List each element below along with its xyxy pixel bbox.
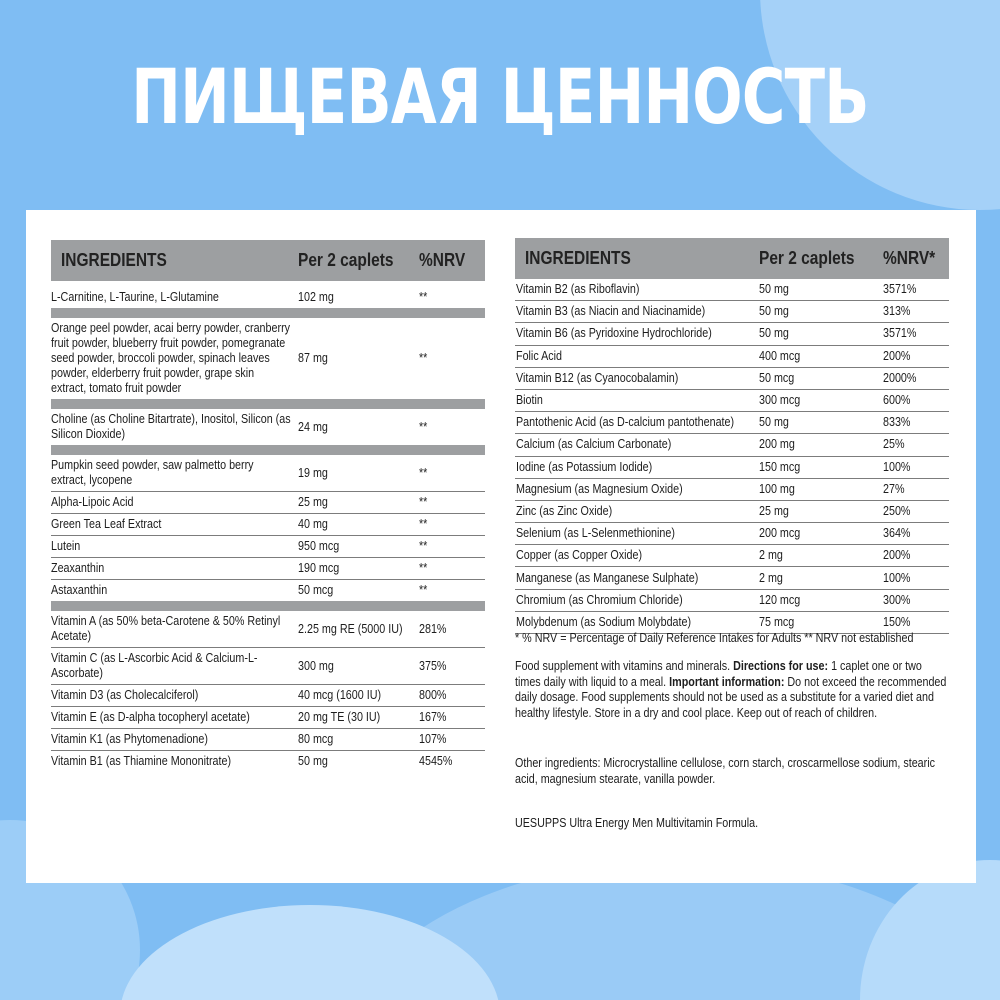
ingredient-name: Vitamin K1 (as Phytomenadione): [51, 732, 208, 746]
ingredient-nrv: 200%: [883, 548, 911, 563]
nutrition-panel: [26, 210, 976, 883]
table-row: [51, 318, 485, 399]
table-row: [51, 580, 485, 601]
ingredient-nrv: 107%: [419, 732, 447, 746]
ingredient-name: Vitamin E (as D-alpha tocopheryl acetate): [51, 710, 250, 724]
ingredient-name: L-Carnitine, L-Taurine, L-Glutamine: [51, 290, 219, 304]
ingredient-amount: 75 mcg: [759, 614, 795, 629]
table-row: [515, 567, 949, 589]
table-row: [515, 346, 949, 368]
ingredient-amount: 50 mg: [298, 754, 328, 768]
ingredients-table-right: [515, 238, 949, 634]
ingredient-nrv: 4545%: [419, 754, 453, 768]
ingredient-nrv: 25%: [883, 437, 905, 452]
header-ingredients: INGREDIENTS: [525, 248, 631, 268]
ingredient-name: Vitamin B2 (as Riboflavin): [516, 282, 640, 297]
table-row: [515, 523, 949, 545]
ingredient-name: Vitamin A (as 50% beta-Carotene & 50% Retinyl Acetate): [51, 614, 281, 643]
ingredient-name: Alpha-Lipoic Acid: [51, 495, 134, 509]
ingredient-amount: 50 mg: [759, 282, 789, 297]
table-row: [515, 457, 949, 479]
ingredient-amount: 102 mg: [298, 290, 334, 304]
table-row: [515, 301, 949, 323]
header-nrv: %NRV*: [883, 248, 936, 268]
ingredient-nrv: 250%: [883, 503, 911, 518]
ingredient-nrv: **: [419, 351, 428, 365]
ingredient-amount: 50 mg: [759, 326, 789, 341]
ingredient-amount: 50 mg: [759, 415, 789, 430]
ingredient-nrv: 375%: [419, 658, 447, 673]
ingredient-amount: 100 mg: [759, 481, 795, 496]
ingredient-nrv: 150%: [883, 614, 911, 629]
table-header: [51, 240, 485, 281]
table-row: [51, 492, 485, 514]
ingredient-nrv: **: [419, 465, 428, 480]
table-row: [51, 648, 485, 685]
ingredient-amount: 50 mg: [759, 304, 789, 319]
other-ingredients-text: Other ingredients: Microcrystalline cellulose, corn starch, croscarmellose sodium, stearic acid, magnesium stearate, vanilla powder.: [515, 756, 936, 786]
table-row: [515, 434, 949, 456]
important-label: Important information:: [669, 674, 785, 689]
ingredient-name: Vitamin B12 (as Cyanocobalamin): [516, 370, 679, 385]
ingredient-nrv: 313%: [883, 304, 911, 319]
ingredient-name: Zeaxanthin: [51, 561, 105, 575]
header-nrv: %NRV: [419, 250, 466, 270]
directions-label: Directions for use:: [733, 659, 829, 673]
table-row: [51, 409, 485, 445]
header-per-serving: Per 2 caplets: [298, 250, 394, 270]
group-separator: [51, 308, 485, 318]
ingredient-nrv: **: [419, 539, 428, 553]
table-row: [515, 279, 949, 301]
ingredient-amount: 150 mcg: [759, 459, 801, 474]
ingredients-table-left: [51, 240, 485, 772]
ingredient-nrv: 100%: [883, 570, 911, 585]
table-row: [515, 590, 949, 612]
table-row: [515, 368, 949, 390]
ingredient-amount: 950 mcg: [298, 539, 340, 553]
table-row: [51, 455, 485, 492]
ingredient-name: Copper (as Copper Oxide): [516, 548, 643, 563]
ingredient-name: Biotin: [516, 393, 543, 408]
ingredient-nrv: 364%: [883, 526, 911, 541]
ingredient-nrv: 2000%: [883, 370, 917, 385]
directions-text: [515, 659, 949, 721]
ingredient-name: Molybdenum (as Sodium Molybdate): [516, 614, 692, 629]
important-value: Do not exceed the recommended daily dosage. Food supplements should not be used as a substitute for a varied diet and healthy lifestyle. Store in a dry and cool place. Keep out of reach of children.: [515, 674, 947, 720]
ingredient-amount: 120 mcg: [759, 592, 801, 607]
ingredient-name: Pumpkin seed powder, saw palmetto berry extract, lycopene: [51, 458, 254, 487]
ingredient-nrv: **: [419, 419, 428, 434]
ingredient-amount: 300 mg: [298, 658, 334, 673]
ingredient-amount: 2 mg: [759, 570, 783, 585]
table-row: [51, 729, 485, 751]
directions-value: 1 caplet one or two times daily with liquid to a meal.: [515, 659, 922, 689]
table-row: [51, 287, 485, 308]
ingredient-amount: 40 mcg (1600 IU): [298, 688, 382, 702]
table-row: [515, 479, 949, 501]
ingredient-name: Lutein: [51, 539, 81, 553]
table-row: [515, 545, 949, 567]
ingredient-name: Manganese (as Manganese Sulphate): [516, 570, 699, 585]
ingredient-amount: 2.25 mg RE (5000 IU): [298, 621, 403, 636]
ingredient-name: Choline (as Choline Bitartrate), Inositol, Silicon (as Silicon Dioxide): [51, 412, 291, 441]
ingredient-name: Magnesium (as Magnesium Oxide): [516, 481, 683, 496]
ingredient-name: Vitamin C (as L-Ascorbic Acid & Calcium-L-Ascorbate): [51, 651, 258, 680]
ingredient-name: Calcium (as Calcium Carbonate): [516, 437, 672, 452]
group-separator: [51, 601, 485, 611]
table-row: [51, 707, 485, 729]
ingredient-nrv: **: [419, 495, 428, 509]
header-ingredients: INGREDIENTS: [61, 250, 167, 270]
ingredient-name: Vitamin D3 (as Cholecalciferol): [51, 688, 199, 702]
ingredient-amount: 40 mg: [298, 517, 328, 531]
ingredient-amount: 80 mcg: [298, 732, 334, 746]
ingredient-name: Vitamin B3 (as Niacin and Niacinamide): [516, 304, 706, 319]
ingredient-name: Orange peel powder, acai berry powder, cranberry fruit powder, blueberry fruit powder, pomegranate seed powder, broccoli powder, spinach leaves powder, elderberry fruit powder, grape skin extract, tomato fruit powder: [51, 321, 291, 395]
table-row: [51, 611, 485, 648]
ingredient-amount: 19 mg: [298, 465, 328, 480]
table-row: [515, 412, 949, 434]
ingredient-amount: 200 mcg: [759, 526, 801, 541]
ingredient-amount: 87 mg: [298, 351, 328, 365]
ingredient-name: Pantothenic Acid (as D-calcium pantothenate): [516, 415, 735, 430]
table-row: [515, 390, 949, 412]
ingredient-amount: 400 mcg: [759, 348, 801, 363]
ingredient-amount: 25 mg: [298, 495, 328, 509]
ingredient-name: Vitamin B6 (as Pyridoxine Hydrochloride): [516, 326, 712, 341]
table-row: [51, 751, 485, 772]
table-row: [51, 514, 485, 536]
ingredient-nrv: 100%: [883, 459, 911, 474]
page-title: ПИЩЕВАЯ ЦЕННОСТЬ: [131, 52, 869, 141]
ingredient-name: Chromium (as Chromium Chloride): [516, 592, 683, 607]
ingredient-name: Folic Acid: [516, 348, 563, 363]
ingredient-nrv: 3571%: [883, 282, 917, 297]
ingredient-nrv: 600%: [883, 393, 911, 408]
ingredient-nrv: 281%: [419, 621, 447, 636]
ingredient-name: Astaxanthin: [51, 583, 108, 597]
ingredient-name: Iodine (as Potassium Iodide): [516, 459, 653, 474]
ingredient-amount: 25 mg: [759, 503, 789, 518]
ingredient-nrv: 800%: [419, 688, 447, 702]
nrv-footnote: * % NRV = Percentage of Daily Reference Intakes for Adults ** NRV not established: [515, 631, 914, 645]
header-per-serving: Per 2 caplets: [759, 248, 855, 268]
ingredient-amount: 200 mg: [759, 437, 795, 452]
ingredient-nrv: 200%: [883, 348, 911, 363]
ingredient-nrv: **: [419, 561, 428, 575]
ingredient-nrv: **: [419, 517, 428, 531]
ingredient-amount: 50 mcg: [298, 583, 334, 597]
ingredient-name: Zinc (as Zinc Oxide): [516, 503, 613, 518]
ingredient-nrv: 833%: [883, 415, 911, 430]
ingredient-nrv: **: [419, 583, 428, 597]
ingredient-amount: 2 mg: [759, 548, 783, 563]
ingredient-amount: 20 mg TE (30 IU): [298, 710, 381, 724]
intro-text: Food supplement with vitamins and minerals.: [515, 659, 731, 673]
ingredient-name: Green Tea Leaf Extract: [51, 517, 162, 531]
ingredient-name: Vitamin B1 (as Thiamine Mononitrate): [51, 754, 232, 768]
ingredient-nrv: 27%: [883, 481, 905, 496]
ingredient-amount: 300 mcg: [759, 393, 801, 408]
ingredient-amount: 190 mcg: [298, 561, 340, 575]
table-row: [515, 501, 949, 523]
group-separator: [51, 399, 485, 409]
ingredient-amount: 50 mcg: [759, 370, 795, 385]
ingredient-nrv: 300%: [883, 592, 911, 607]
ingredient-nrv: 3571%: [883, 326, 917, 341]
ingredient-nrv: **: [419, 290, 428, 304]
table-row: [515, 323, 949, 345]
ingredient-name: Selenium (as L-Selenmethionine): [516, 526, 675, 541]
table-row: [51, 685, 485, 707]
ingredient-nrv: 167%: [419, 710, 447, 724]
ingredient-amount: 24 mg: [298, 419, 328, 434]
group-separator: [51, 445, 485, 455]
formula-name: UESUPPS Ultra Energy Men Multivitamin Formula.: [515, 816, 759, 830]
table-row: [51, 536, 485, 558]
table-header: [515, 238, 949, 279]
table-row: [51, 558, 485, 580]
